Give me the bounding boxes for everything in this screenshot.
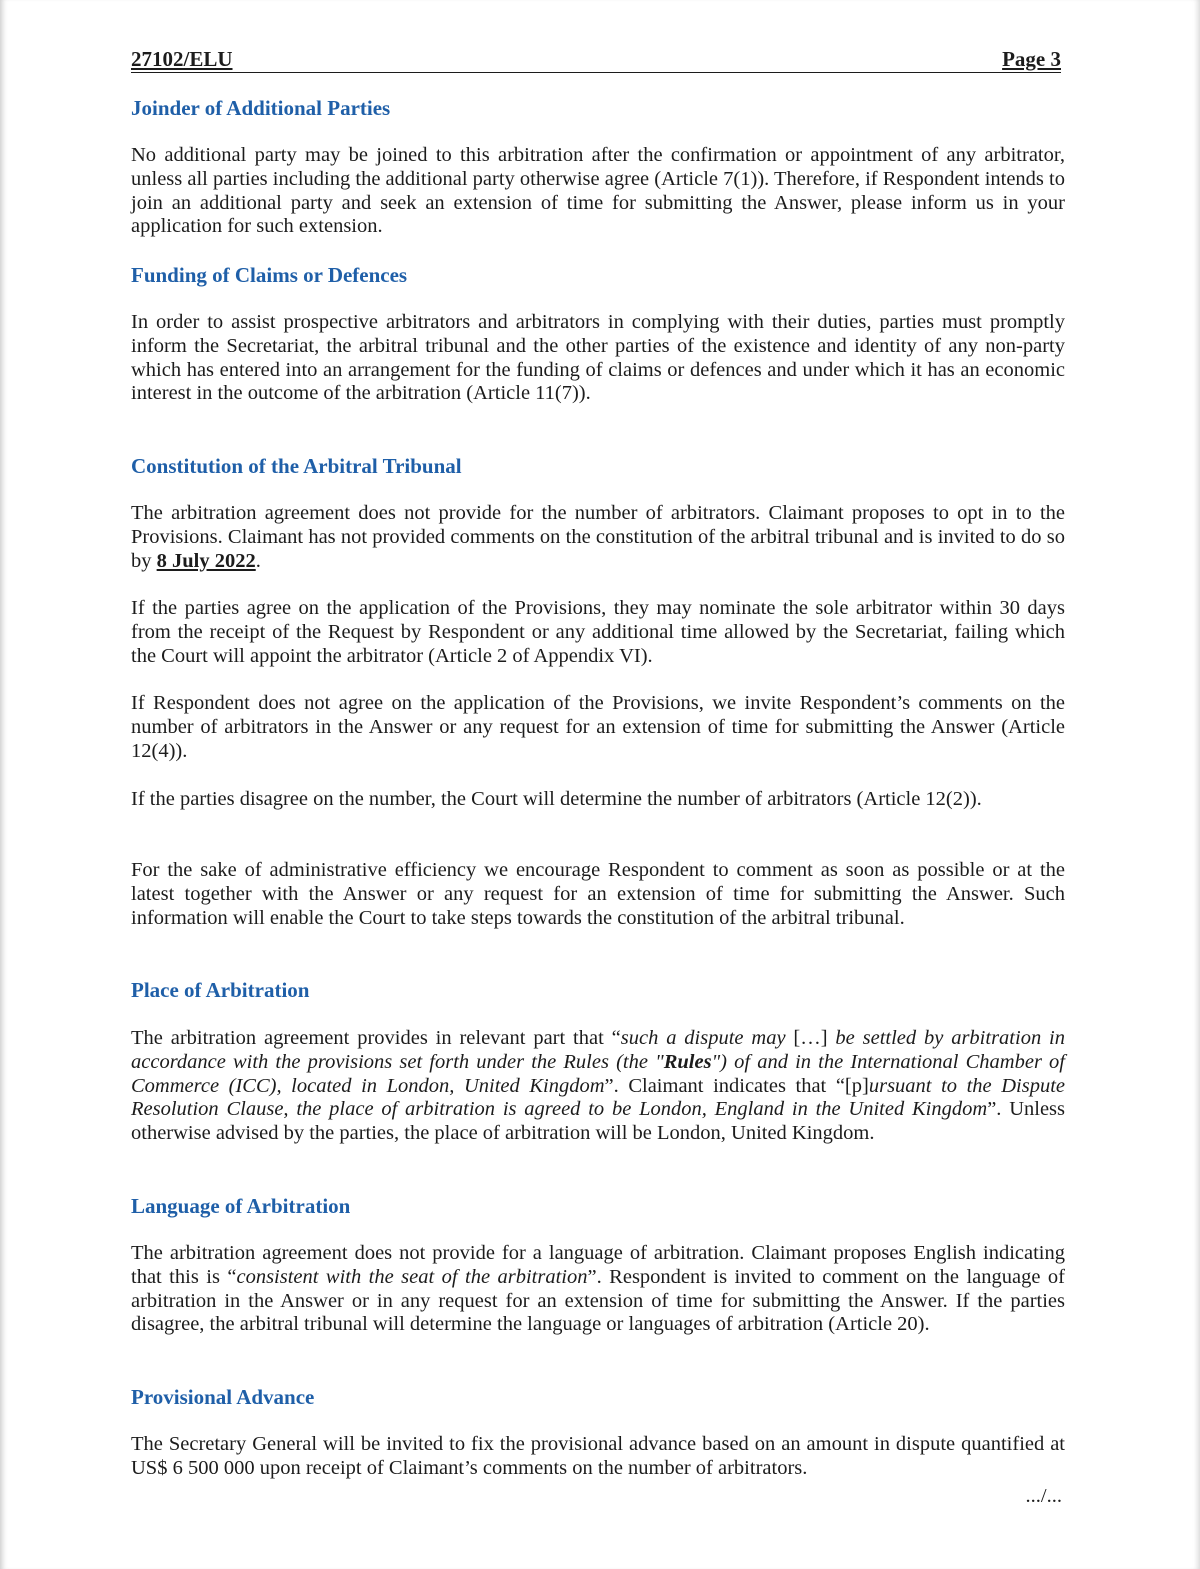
heading-funding: Funding of Claims or Defences xyxy=(131,263,408,287)
heading-place: Place of Arbitration xyxy=(131,978,310,1002)
paragraph-funding: In order to assist prospective arbitrators and arbitrators in complying with their duties, parties must promptly inform the Secretariat, the arbitral tribunal and the other parties of the existence and identity of any non-party which has entered into an arrangement for the funding of claims or defences and under which it has an economic interest in the outcome of the arbitration (Article 11(7)). xyxy=(131,311,1065,405)
heading-advance: Provisional Advance xyxy=(131,1385,315,1409)
heading-language: Language of Arbitration xyxy=(131,1194,351,1218)
paragraph-advance: The Secretary General will be invited to fix the provisional advance based on an amount in dispute quantified at US$ 6 500 000 upon receipt of Claimant’s comments on the number of arbitrators. xyxy=(131,1433,1065,1479)
paragraph-language: The arbitration agreement does not provide for a language of arbitration. Claimant proposes English indicating that this is “consistent with the seat of the arbitration”. Respondent is invited to comment on the language of arbitration in the Answer or in any request for an extension of time for submitting the Answer. If the parties disagree, the arbitral tribunal will determine the language or languages of arbitration (Article 20). xyxy=(131,1242,1065,1336)
deadline-date: 8 July 2022 xyxy=(156,549,256,572)
paragraph-constitution-5: For the sake of administrative efficiency we encourage Respondent to comment as soon as possible or at the latest together with the Answer or any request for an extension of time for submitting the Answer. Such information will enable the Court to take steps towards the constitution of the arbitral tribunal. xyxy=(131,859,1065,929)
paragraph-constitution-4: If the parties disagree on the number, the Court will determine the number of arbitrators (Article 12(2)). xyxy=(131,788,982,810)
paragraph-constitution-1: The arbitration agreement does not provide for the number of arbitrators. Claimant proposes to opt in to the Provisions. Claimant has not provided comments on the constitution of the arbitral tribunal and is invited to do so by 8 July 2022. xyxy=(131,502,1065,572)
heading-joinder: Joinder of Additional Parties xyxy=(131,96,391,120)
paragraph-constitution-3: If Respondent does not agree on the application of the Provisions, we invite Respondent’s comments on the number of arbitrators in the Answer or any request for an extension of time for submitting the Answer (Article 12(4)). xyxy=(131,692,1065,762)
case-reference: 27102/ELU xyxy=(131,47,233,71)
paragraph-constitution-2: If the parties agree on the application of the Provisions, they may nominate the sole arbitrator within 30 days from the receipt of the Request by Respondent or any additional time allowed by the Secretariat, failing which the Court will appoint the arbitrator (Article 2 of Appendix VI). xyxy=(131,597,1065,667)
page-number: Page 3 xyxy=(1002,47,1061,71)
paragraph-place: The arbitration agreement provides in relevant part that “such a dispute may […] be settled by arbitration in accordance with the provisions set forth under the Rules (the "Rules") of and in the International Chamber of Commerce (ICC), located in London, United Kingdom”. Claimant indicates that “[p]ursuant to the Dispute Resolution Clause, the place of arbitration is agreed to be London, England in the United Kingdom”. Unless otherwise advised by the parties, the place of arbitration will be London, United Kingdom. xyxy=(131,1027,1066,1145)
page-header xyxy=(131,46,1061,73)
continuation-mark: .../... xyxy=(1025,1485,1062,1507)
heading-constitution: Constitution of the Arbitral Tribunal xyxy=(131,454,462,478)
paragraph-joinder: No additional party may be joined to this arbitration after the confirmation or appointment of any arbitrator, unless all parties including the additional party otherwise agree (Article 7(1)). Therefore, if Respondent intends to join an additional party and seek an extension of time for submitting the Answer, please inform us in your application for such extension. xyxy=(131,144,1065,238)
